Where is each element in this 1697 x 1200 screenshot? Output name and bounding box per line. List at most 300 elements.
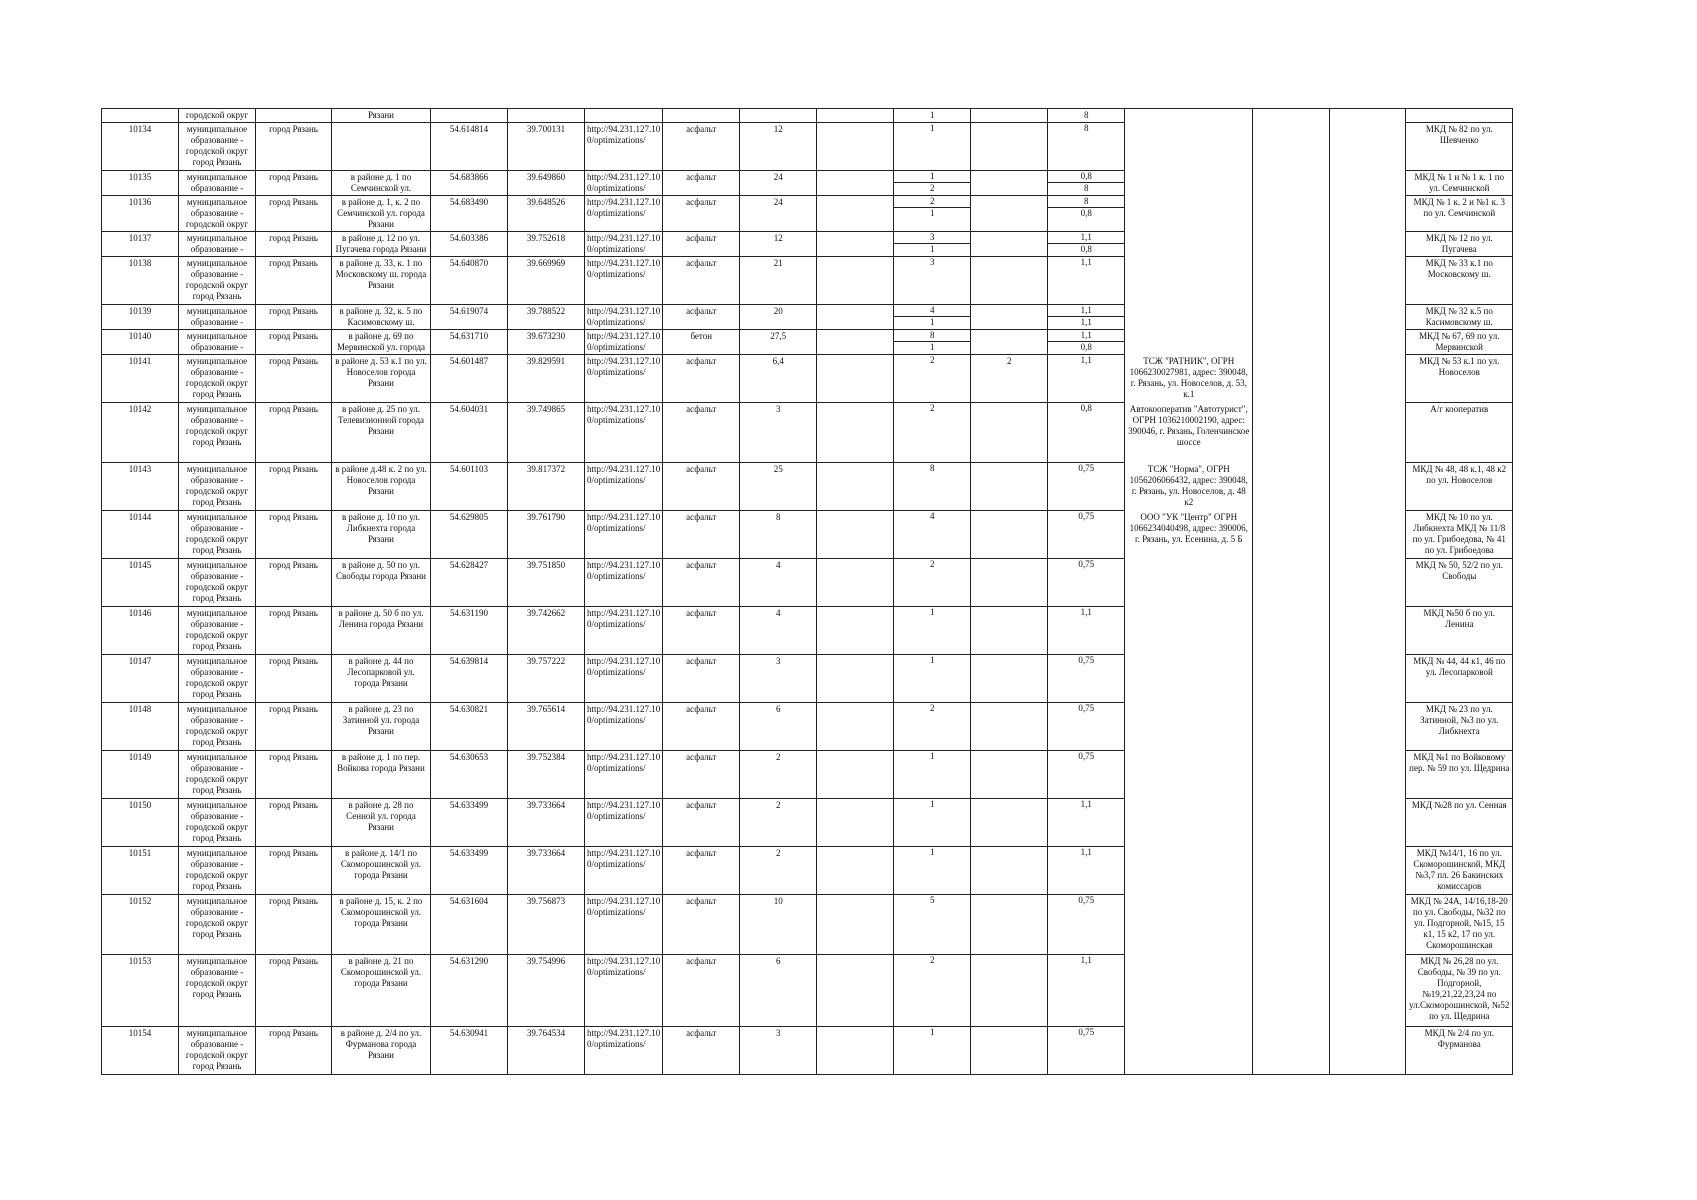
latitude-cell: 54.631710 <box>431 330 508 355</box>
longitude-cell: 39.749865 <box>508 403 585 463</box>
count-value: 4 <box>894 305 970 317</box>
url-cell: http://94.231.127.10 0/optimizations/ <box>585 232 663 257</box>
empty-cell <box>817 847 894 895</box>
latitude-cell: 54.630941 <box>431 1027 508 1075</box>
note-cell: А/г кооператив <box>1406 403 1513 463</box>
empty-cell <box>1253 751 1330 799</box>
empty-cell <box>817 955 894 1027</box>
address-cell: в районе д. 53 к.1 по ул. Новоселов города Рязани <box>332 355 431 403</box>
latitude-cell: 54.630821 <box>431 703 508 751</box>
note-cell: МКД №50 б по ул. Ленина <box>1406 607 1513 655</box>
address-cell: в районе д. 21 по Скоморошинской ул. города Рязани <box>332 955 431 1027</box>
empty-cell <box>1330 463 1406 511</box>
url-cell: http://94.231.127.10 0/optimizations/ <box>585 171 663 196</box>
table-row <box>102 655 1513 703</box>
city-cell: город Рязань <box>256 799 332 847</box>
surface-cell: асфальт <box>663 355 740 403</box>
count-extra-cell <box>971 403 1048 463</box>
latitude-cell: 54.640870 <box>431 257 508 305</box>
owner-cell: Автокооператив "Автотурист", ОГРН 1036210002190, адрес: 390046, г. Рязань, Голенчинское шоссе <box>1125 403 1253 463</box>
registry-table <box>101 108 1513 1075</box>
longitude-cell: 39.648526 <box>508 196 585 232</box>
address-cell: в районе д. 28 по Сенной ул. города Рязани <box>332 799 431 847</box>
count-extra-cell <box>971 799 1048 847</box>
empty-cell <box>1253 559 1330 607</box>
address-cell: в районе д. 14/1 по Скоморошинской ул. города Рязани <box>332 847 431 895</box>
empty-cell <box>817 607 894 655</box>
city-cell: город Рязань <box>256 196 332 232</box>
table-row <box>102 232 1513 257</box>
address-cell: в районе д. 69 по Мервинской ул. города <box>332 330 431 355</box>
count-cell <box>894 655 971 703</box>
area-cell: 6 <box>740 703 817 751</box>
surface-cell: асфальт <box>663 847 740 895</box>
empty-cell <box>1330 847 1406 895</box>
latitude-cell: 54.683490 <box>431 196 508 232</box>
volume-cell <box>1048 895 1125 955</box>
address-cell: в районе д. 15, к. 2 по Скоморошинской ул. города Рязани <box>332 895 431 955</box>
city-cell: город Рязань <box>256 607 332 655</box>
area-cell: 3 <box>740 1027 817 1075</box>
municipality-cell: муниципальное образование - городской округ город Рязань <box>179 355 256 403</box>
empty-cell <box>1330 171 1406 196</box>
id-cell: 10134 <box>102 123 179 171</box>
empty-cell <box>817 655 894 703</box>
url-cell: http://94.231.127.10 0/optimizations/ <box>585 403 663 463</box>
surface-cell: асфальт <box>663 1027 740 1075</box>
url-cell: http://94.231.127.10 0/optimizations/ <box>585 847 663 895</box>
municipality-cell: муниципальное образование - городской округ город Рязань <box>179 955 256 1027</box>
volume-value: 0,75 <box>1078 463 1095 473</box>
url-cell: http://94.231.127.10 0/optimizations/ <box>585 1027 663 1075</box>
empty-cell <box>1253 196 1330 232</box>
note-cell: МКД № 67, 69 по ул. Мервинской <box>1406 330 1513 355</box>
url-cell: http://94.231.127.10 0/optimizations/ <box>585 607 663 655</box>
table-row <box>102 799 1513 847</box>
surface-cell: асфальт <box>663 403 740 463</box>
count-cell <box>894 751 971 799</box>
longitude-cell: 39.788522 <box>508 305 585 330</box>
volume-value: 1,1 <box>1080 257 1092 267</box>
longitude-cell: 39.673230 <box>508 330 585 355</box>
note-cell: МКД № 10 по ул. Либкнехта МКД № 11/8 по ул. Грибоедова, № 41 по ул. Грибоедова <box>1406 511 1513 559</box>
count-extra-cell <box>971 751 1048 799</box>
municipality-cell: муниципальное образование - городской округ город Рязань <box>179 751 256 799</box>
volume-cell: 8 <box>1048 109 1125 123</box>
volume-value: 0,75 <box>1078 1027 1095 1037</box>
id-cell: 10148 <box>102 703 179 751</box>
empty-cell <box>1330 607 1406 655</box>
note-cell: МКД № 24А, 14/16,18-20 по ул. Свободы, №32 по ул. Подгорной, №15, 15 к1, 15 к2, 17 по ул. Скоморошинская <box>1406 895 1513 955</box>
surface-cell: асфальт <box>663 196 740 232</box>
count-extra-cell <box>971 305 1048 330</box>
city-cell: город Рязань <box>256 232 332 257</box>
latitude-cell: 54.604031 <box>431 403 508 463</box>
volume-value: 0,75 <box>1078 703 1095 713</box>
address-cell: в районе д. 1, к. 2 по Семчинской ул. города Рязани <box>332 196 431 232</box>
count-value: 2 <box>930 183 935 193</box>
table-row <box>102 1027 1513 1075</box>
city-cell: город Рязань <box>256 655 332 703</box>
area-cell: 27,5 <box>740 330 817 355</box>
volume-cell <box>1048 257 1125 305</box>
volume-cell <box>1048 847 1125 895</box>
city-cell: город Рязань <box>256 305 332 330</box>
empty-cell <box>1330 330 1406 355</box>
owner-cell <box>1125 196 1253 232</box>
address-cell: в районе д. 12 по ул. Пугачева города Рязани <box>332 232 431 257</box>
longitude-cell: 39.764534 <box>508 1027 585 1075</box>
latitude-cell: 54.628427 <box>431 559 508 607</box>
surface-cell: асфальт <box>663 257 740 305</box>
volume-cell <box>1048 403 1125 463</box>
count-value: 2 <box>930 703 935 713</box>
owner-cell <box>1125 305 1253 330</box>
city-cell: город Рязань <box>256 330 332 355</box>
id-cell: 10136 <box>102 196 179 232</box>
municipality-cell: муниципальное образование - городской округ город Рязань <box>179 607 256 655</box>
surface-cell: асфальт <box>663 607 740 655</box>
longitude-cell: 39.757222 <box>508 655 585 703</box>
owner-cell <box>1125 799 1253 847</box>
municipality-cell: муниципальное образование - городской округ город Рязань <box>179 895 256 955</box>
empty-cell <box>1253 330 1330 355</box>
surface-cell: асфальт <box>663 463 740 511</box>
count-value: 1 <box>930 1027 935 1037</box>
municipality-cell: муниципальное образование - <box>179 232 256 257</box>
count-value: 8 <box>894 330 970 342</box>
note-cell: МКД № 48, 48 к.1, 48 к2 по ул. Новоселов <box>1406 463 1513 511</box>
empty-cell <box>1330 703 1406 751</box>
note-cell: МКД № 82 по ул. Шевченко <box>1406 123 1513 171</box>
empty-cell <box>1330 232 1406 257</box>
volume-value: 1,1 <box>1080 799 1092 809</box>
note-cell: МКД № 23 по ул. Затинной, №3 по ул. Либкнехта <box>1406 703 1513 751</box>
count-value: 2 <box>930 403 935 413</box>
municipality-cell: муниципальное образование - городской округ город Рязань <box>179 847 256 895</box>
count-cell <box>894 1027 971 1075</box>
volume-cell <box>1048 559 1125 607</box>
city-cell: город Рязань <box>256 847 332 895</box>
count-value: 3 <box>930 257 935 267</box>
owner-cell <box>1125 895 1253 955</box>
volume-value: 0,8 <box>1080 208 1092 218</box>
note-cell: МКД № 33 к.1 по Московскому ш. <box>1406 257 1513 305</box>
volume-value: 0,75 <box>1078 655 1095 665</box>
note-cell: МКД №14/1, 16 по ул. Скоморошинской, МКД №3,7 пл. 26 Бакинских комиссаров <box>1406 847 1513 895</box>
count-value: 1 <box>930 208 935 218</box>
count-value: 1 <box>930 244 935 254</box>
municipality-cell: муниципальное образование - городской округ город Рязань <box>179 655 256 703</box>
volume-cell <box>1048 607 1125 655</box>
longitude-cell: 39.669969 <box>508 257 585 305</box>
area-cell: 12 <box>740 123 817 171</box>
empty-cell <box>1253 511 1330 559</box>
note-cell: МКД № 44, 44 к1, 46 по ул. Лесопарковой <box>1406 655 1513 703</box>
address-cell: в районе д. 23 по Затинной ул. города Рязани <box>332 703 431 751</box>
volume-value: 1,1 <box>1080 317 1092 327</box>
surface-cell: асфальт <box>663 511 740 559</box>
latitude-cell: 54.601487 <box>431 355 508 403</box>
municipality-cell: муниципальное образование - городской округ город Рязань <box>179 799 256 847</box>
count-extra-cell <box>971 330 1048 355</box>
municipality-cell: муниципальное образование - городской округ город Рязань <box>179 123 256 171</box>
empty-cell <box>1253 847 1330 895</box>
volume-value: 0,8 <box>1080 244 1092 254</box>
municipality-cell: муниципальное образование - городской округ город Рязань <box>179 257 256 305</box>
id-cell: 10140 <box>102 330 179 355</box>
count-value: 2 <box>930 355 935 365</box>
count-cell <box>894 196 971 232</box>
count-value: 2 <box>894 196 970 208</box>
empty-cell <box>1330 305 1406 330</box>
longitude-cell: 39.751850 <box>508 559 585 607</box>
address-cell: Рязани <box>332 109 431 123</box>
empty-cell <box>817 355 894 403</box>
empty-cell <box>1330 895 1406 955</box>
count-extra-cell <box>971 123 1048 171</box>
area-cell: 24 <box>740 196 817 232</box>
empty-cell <box>1253 895 1330 955</box>
empty-cell <box>1330 751 1406 799</box>
table-row <box>102 559 1513 607</box>
url-cell: http://94.231.127.10 0/optimizations/ <box>585 196 663 232</box>
url-cell: http://94.231.127.10 0/optimizations/ <box>585 895 663 955</box>
count-extra-cell <box>971 703 1048 751</box>
volume-value: 0,8 <box>1080 342 1092 352</box>
url-cell: http://94.231.127.10 0/optimizations/ <box>585 655 663 703</box>
empty-cell <box>817 123 894 171</box>
count-value: 1 <box>930 847 935 857</box>
area-cell: 2 <box>740 751 817 799</box>
city-cell: город Рязань <box>256 1027 332 1075</box>
city-cell: город Рязань <box>256 703 332 751</box>
url-cell: http://94.231.127.10 0/optimizations/ <box>585 257 663 305</box>
empty-cell <box>1330 655 1406 703</box>
count-extra-cell <box>971 607 1048 655</box>
id-cell: 10151 <box>102 847 179 895</box>
volume-value: 8 <box>1048 196 1124 208</box>
city-cell: город Рязань <box>256 355 332 403</box>
empty-cell <box>817 799 894 847</box>
empty-cell <box>1253 171 1330 196</box>
address-cell: в районе д. 32, к. 5 по Касимовскому ш. <box>332 305 431 330</box>
empty-cell <box>817 232 894 257</box>
count-cell <box>894 559 971 607</box>
longitude-cell: 39.733664 <box>508 799 585 847</box>
municipality-cell: муниципальное образование - <box>179 171 256 196</box>
url-cell: http://94.231.127.10 0/optimizations/ <box>585 751 663 799</box>
longitude-cell: 39.700131 <box>508 123 585 171</box>
table-row <box>102 305 1513 330</box>
count-cell <box>894 703 971 751</box>
volume-cell <box>1048 232 1125 257</box>
empty-cell <box>817 463 894 511</box>
id-cell: 10146 <box>102 607 179 655</box>
id-cell: 10154 <box>102 1027 179 1075</box>
empty-cell <box>1330 559 1406 607</box>
table-row <box>102 703 1513 751</box>
surface-cell: асфальт <box>663 559 740 607</box>
empty-cell <box>1330 257 1406 305</box>
id-cell: 10135 <box>102 171 179 196</box>
volume-value: 0,75 <box>1078 895 1095 905</box>
table-row <box>102 847 1513 895</box>
count-cell <box>894 123 971 171</box>
count-cell <box>894 355 971 403</box>
volume-cell <box>1048 655 1125 703</box>
area-cell: 25 <box>740 463 817 511</box>
surface-cell: асфальт <box>663 799 740 847</box>
area-cell: 2 <box>740 847 817 895</box>
table-row <box>102 403 1513 463</box>
longitude-cell: 39.733664 <box>508 847 585 895</box>
address-cell: в районе д. 10 по ул. Либкнехта города Рязани <box>332 511 431 559</box>
count-cell <box>894 799 971 847</box>
empty-cell <box>817 171 894 196</box>
municipality-cell: муниципальное образование - городской округ город Рязань <box>179 559 256 607</box>
latitude-cell: 54.601103 <box>431 463 508 511</box>
count-value: 2 <box>930 559 935 569</box>
table-row <box>102 607 1513 655</box>
note-cell: МКД № 53 к.1 по ул. Новоселов <box>1406 355 1513 403</box>
owner-cell: ТСЖ "РАТНИК", ОГРН 1066230027981, адрес: 390048, г. Рязань, ул. Новоселов, д. 53, к.1 <box>1125 355 1253 403</box>
empty-cell <box>817 330 894 355</box>
longitude-cell: 39.742662 <box>508 607 585 655</box>
count-cell: 1 <box>894 109 971 123</box>
url-cell: http://94.231.127.10 0/optimizations/ <box>585 955 663 1027</box>
municipality-cell: муниципальное образование - городской округ город Рязань <box>179 703 256 751</box>
owner-cell <box>1125 655 1253 703</box>
table-row <box>102 171 1513 196</box>
empty-cell <box>817 703 894 751</box>
volume-value: 8 <box>1084 123 1089 133</box>
volume-cell <box>1048 751 1125 799</box>
empty-cell <box>817 196 894 232</box>
latitude-cell: 54.639814 <box>431 655 508 703</box>
count-extra-cell <box>971 171 1048 196</box>
count-cell <box>894 895 971 955</box>
address-cell: в районе д. 44 по Лесопарковой ул. города Рязани <box>332 655 431 703</box>
empty-cell <box>1253 955 1330 1027</box>
city-cell: город Рязань <box>256 955 332 1027</box>
address-cell: в районе д. 1 по Семчинской ул. <box>332 171 431 196</box>
count-cell <box>894 847 971 895</box>
surface-cell: асфальт <box>663 305 740 330</box>
table-row <box>102 330 1513 355</box>
empty-cell <box>1253 123 1330 171</box>
empty-cell <box>817 559 894 607</box>
url-cell: http://94.231.127.10 0/optimizations/ <box>585 330 663 355</box>
count-extra-cell <box>971 232 1048 257</box>
volume-cell <box>1048 355 1125 403</box>
empty-cell <box>1253 305 1330 330</box>
address-cell: в районе д. 1 по пер. Войкова города Рязани <box>332 751 431 799</box>
count-cell <box>894 171 971 196</box>
latitude-cell: 54.631290 <box>431 955 508 1027</box>
latitude-cell: 54.631604 <box>431 895 508 955</box>
count-cell <box>894 305 971 330</box>
count-cell <box>894 607 971 655</box>
volume-cell <box>1048 171 1125 196</box>
url-cell: http://94.231.127.10 0/optimizations/ <box>585 703 663 751</box>
empty-cell <box>1253 403 1330 463</box>
volume-value: 8 <box>1084 183 1089 193</box>
empty-cell <box>817 751 894 799</box>
latitude-cell: 54.614814 <box>431 123 508 171</box>
count-extra-cell <box>971 955 1048 1027</box>
latitude-cell: 54.683866 <box>431 171 508 196</box>
volume-cell <box>1048 196 1125 232</box>
owner-cell <box>1125 330 1253 355</box>
volume-cell <box>1048 703 1125 751</box>
latitude-cell: 54.630653 <box>431 751 508 799</box>
empty-cell <box>1330 403 1406 463</box>
count-value: 1 <box>930 799 935 809</box>
owner-cell <box>1125 607 1253 655</box>
owner-cell <box>1125 559 1253 607</box>
empty-cell <box>817 403 894 463</box>
empty-cell <box>1253 799 1330 847</box>
count-extra-cell <box>971 655 1048 703</box>
latitude-cell: 54.629805 <box>431 511 508 559</box>
id-cell: 10145 <box>102 559 179 607</box>
longitude-cell: 39.765614 <box>508 703 585 751</box>
empty-cell <box>1330 123 1406 171</box>
count-value: 1 <box>930 751 935 761</box>
id-cell: 10144 <box>102 511 179 559</box>
address-cell: в районе д. 25 по ул. Телевизионной города Рязани <box>332 403 431 463</box>
surface-cell: асфальт <box>663 232 740 257</box>
table-row <box>102 196 1513 232</box>
owner-cell <box>1125 847 1253 895</box>
count-value: 1 <box>894 171 970 183</box>
count-value: 1 <box>930 123 935 133</box>
id-cell: 10137 <box>102 232 179 257</box>
area-cell: 8 <box>740 511 817 559</box>
id-cell: 10138 <box>102 257 179 305</box>
latitude-cell: 54.633499 <box>431 799 508 847</box>
volume-cell <box>1048 955 1125 1027</box>
municipality-cell: городской округ <box>179 109 256 123</box>
url-cell: http://94.231.127.10 0/optimizations/ <box>585 355 663 403</box>
count-extra-cell: 2 <box>971 355 1048 403</box>
area-cell: 20 <box>740 305 817 330</box>
surface-cell: асфальт <box>663 895 740 955</box>
volume-value: 1,1 <box>1080 607 1092 617</box>
longitude-cell: 39.756873 <box>508 895 585 955</box>
empty-cell <box>1253 703 1330 751</box>
empty-cell <box>817 257 894 305</box>
count-value: 1 <box>930 317 935 327</box>
count-extra-cell <box>971 196 1048 232</box>
longitude-cell: 39.817372 <box>508 463 585 511</box>
empty-cell <box>1253 257 1330 305</box>
volume-value: 1,1 <box>1080 955 1092 965</box>
note-cell: МКД № 50, 52/2 по ул. Свободы <box>1406 559 1513 607</box>
volume-value: 1,1 <box>1080 355 1092 365</box>
table-row <box>102 109 1513 123</box>
city-cell: город Рязань <box>256 559 332 607</box>
longitude-cell: 39.752384 <box>508 751 585 799</box>
count-cell <box>894 955 971 1027</box>
id-cell: 10147 <box>102 655 179 703</box>
surface-cell: бетон <box>663 330 740 355</box>
table-row <box>102 355 1513 403</box>
area-cell: 21 <box>740 257 817 305</box>
area-cell: 24 <box>740 171 817 196</box>
count-cell <box>894 232 971 257</box>
